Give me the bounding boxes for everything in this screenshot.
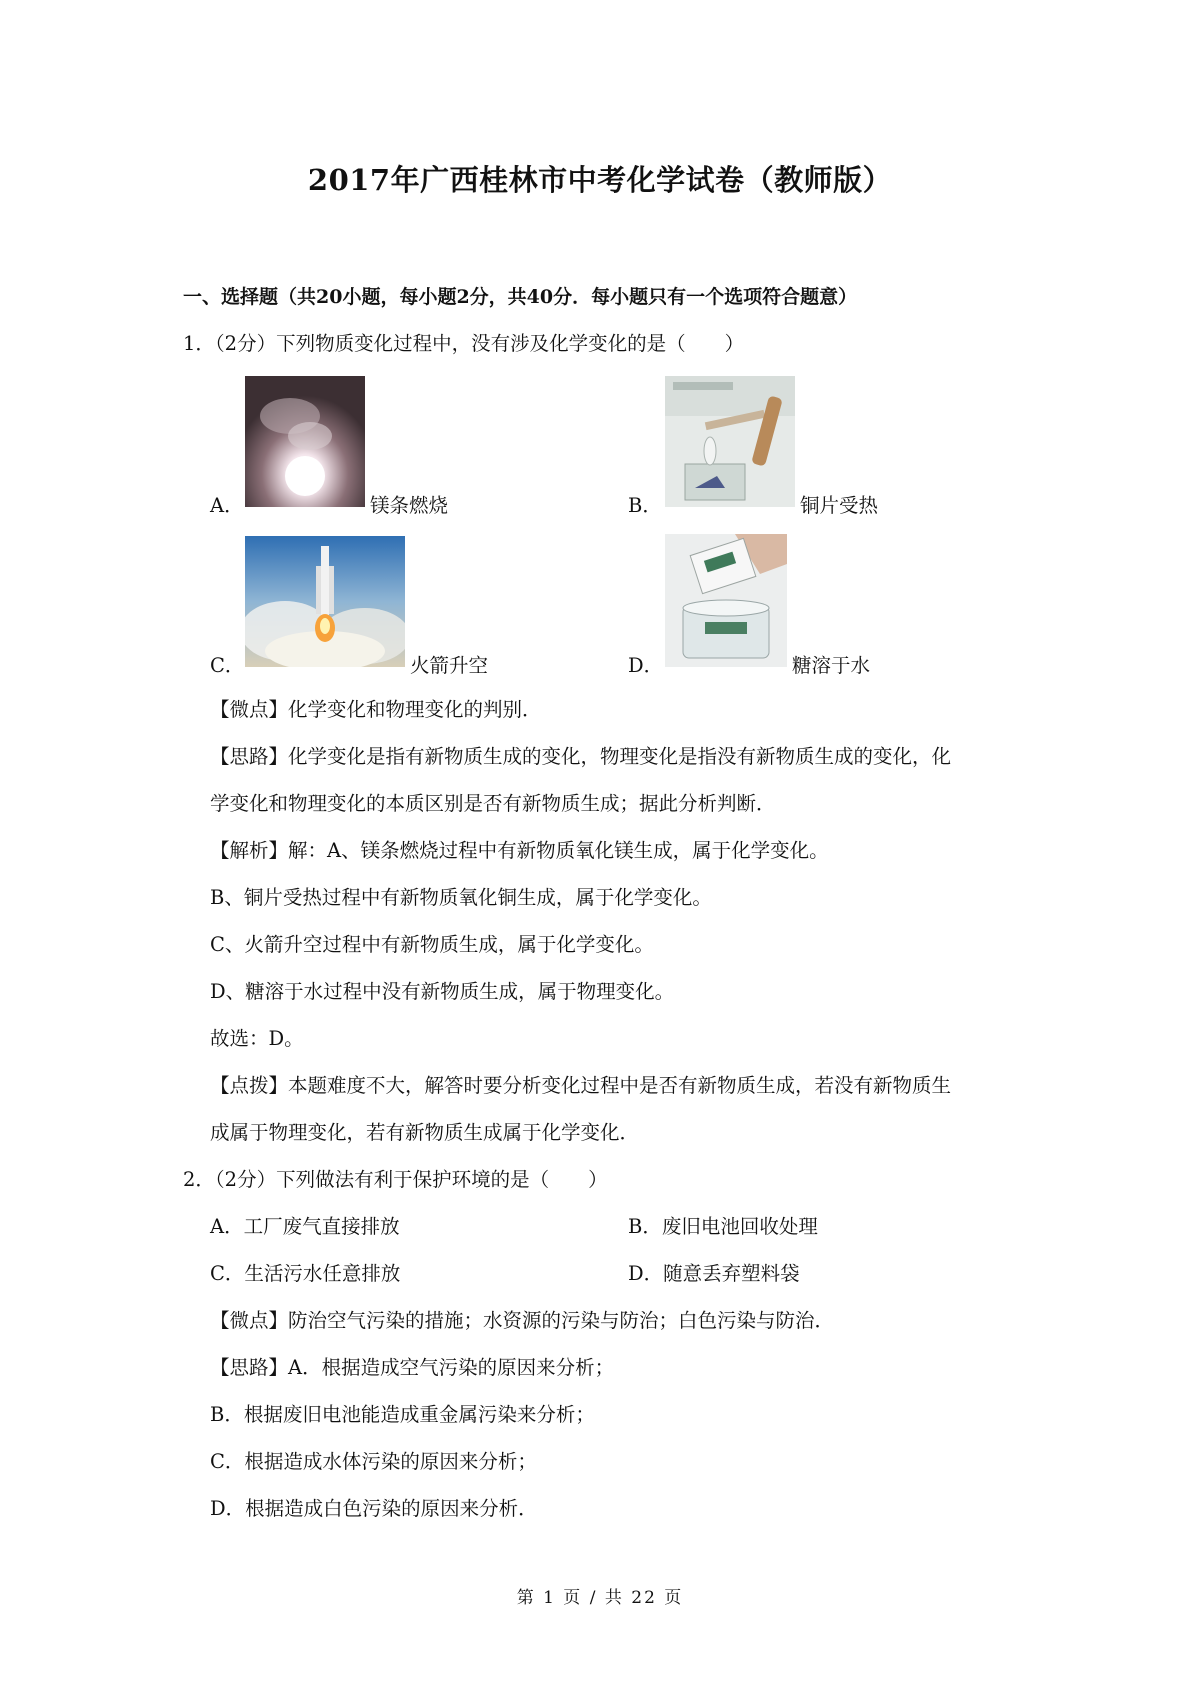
q1-option-a-letter: A． (210, 494, 244, 517)
q1-silu-line2: 学变化和物理变化的本质区别是否有新物质生成；据此分析判断． (210, 792, 776, 815)
sugar-dissolving-photo (665, 534, 787, 667)
page-footer: 第 1 页 / 共 22 页 (516, 1588, 684, 1608)
q1-dianbo-line1: 【点拨】本题难度不大，解答时要分析变化过程中是否有新物质生成，若没有新物质生 (210, 1074, 952, 1097)
q1-option-d-text: 糖溶于水 (792, 654, 871, 677)
copper-heating-photo (665, 376, 795, 507)
section-heading: 一、选择题（共20小题，每小题2分，共40分．每小题只有一个选项符合题意） (183, 286, 858, 308)
page-title: 2017年广西桂林市中考化学试卷（教师版） (307, 163, 893, 197)
q2-weidian: 【微点】防治空气污染的措施；水资源的污染与防治；白色污染与防治． (210, 1309, 835, 1332)
q1-option-c-text: 火箭升空 (410, 654, 489, 677)
q1-jiexi-line3: C、火箭升空过程中有新物质生成，属于化学变化。 (210, 933, 654, 956)
q2-option-c: C．生活污水任意排放 (210, 1262, 401, 1285)
q1-jiexi-line4: D、糖溶于水过程中没有新物质生成，属于物理变化。 (210, 980, 675, 1003)
q1-jiexi-line1: 【解析】解：A、镁条燃烧过程中有新物质氧化镁生成，属于化学变化。 (210, 839, 829, 862)
q2-stem: 2．（2分）下列做法有利于保护环境的是（ ） (183, 1168, 608, 1191)
q2-silu-line3: C．根据造成水体污染的原因来分析； (210, 1450, 537, 1473)
q2-silu-line2: B．根据废旧电池能造成重金属污染来分析； (210, 1403, 595, 1426)
q1-weidian: 【微点】化学变化和物理变化的判别． (210, 698, 542, 721)
q1-stem: 1．（2分）下列物质变化过程中，没有涉及化学变化的是（ ） (183, 332, 745, 355)
q1-silu-line1: 【思路】化学变化是指有新物质生成的变化，物理变化是指没有新物质生成的变化，化 (210, 745, 952, 768)
q1-option-a-text: 镁条燃烧 (370, 494, 449, 517)
q2-option-d: D．随意丢弃塑料袋 (628, 1262, 800, 1285)
q2-option-a: A．工厂废气直接排放 (210, 1215, 400, 1238)
q1-jiexi-line2: B、铜片受热过程中有新物质氧化铜生成，属于化学变化。 (210, 886, 712, 909)
q2-option-b: B．废旧电池回收处理 (628, 1215, 818, 1238)
q1-dianbo-line2: 成属于物理变化，若有新物质生成属于化学变化． (210, 1121, 640, 1144)
q2-silu-line4: D．根据造成白色污染的原因来分析． (210, 1497, 538, 1520)
q2-silu-line1: 【思路】A．根据造成空气污染的原因来分析； (210, 1356, 615, 1379)
rocket-launch-photo (245, 536, 405, 667)
q1-option-b-text: 铜片受热 (800, 494, 879, 517)
q1-option-c-letter: C． (210, 654, 245, 677)
q1-option-b-letter: B． (628, 494, 662, 517)
q1-answer: 故选：D。 (210, 1027, 304, 1050)
q1-option-d-letter: D． (628, 654, 664, 677)
magnesium-burning-photo (245, 376, 365, 507)
